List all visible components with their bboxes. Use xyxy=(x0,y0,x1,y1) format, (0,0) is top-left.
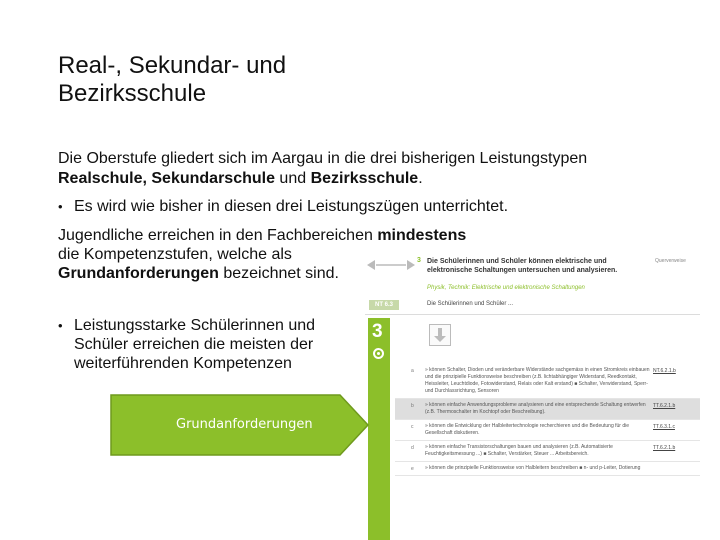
intro-conjunction: und xyxy=(274,170,311,187)
bullet-dot: • xyxy=(58,199,63,214)
grundanforderungen-arrow xyxy=(110,394,370,456)
competence-text-c: die Kompetenzstufen, welche als xyxy=(58,246,292,263)
nav-line xyxy=(376,264,406,266)
row-letter: e xyxy=(411,466,414,472)
list-item xyxy=(395,462,700,476)
bullet-dot: • xyxy=(58,318,63,333)
list-item xyxy=(395,420,700,441)
row-text: » können einfache Transistorschaltungen bauen und analysieren (z.B. Automatisierte Feuchtigkeitsmessung ...) ■ Schalter, Verstärker, Steuer ... Arbeitsbereich. xyxy=(425,444,613,457)
intro-period: . xyxy=(418,170,423,187)
list-item xyxy=(395,441,700,462)
target-icon xyxy=(373,348,384,359)
intro-bold-bezirk: Bezirksschule xyxy=(310,170,419,187)
intro-paragraph xyxy=(58,149,678,189)
row-letter: b xyxy=(411,403,414,409)
code-tag: NT 6.3 xyxy=(369,300,399,310)
bullet-text-2: Leistungsstarke Schülerinnen und Schüler erreichen die meisten der weiterführenden Kompetenzen xyxy=(74,317,316,372)
intro-text: Die Oberstufe gliedert sich im Aargau in die drei bisherigen Leistungstypen xyxy=(58,150,588,167)
row-text: » können die Entwicklung der Halbleitertechnologie recherchieren und die Bedeutung für die Gesellschaft diskutieren. xyxy=(425,423,630,436)
curriculum-excerpt-image xyxy=(365,248,700,540)
list-item xyxy=(395,364,700,399)
row-code-link[interactable]: TT.6.2.1.b xyxy=(653,445,676,451)
intro-bold-types: Realschule, Sekundarschule xyxy=(58,170,275,187)
triangle-left-icon xyxy=(367,260,375,270)
row-text: » können Schalter, Dioden und veränderbare Widerstände sachgemäss in einen Stromkreis einbauen und die prinzipielle Funktionsweise beschreiben (z.B. lichtabhängiger Widerstand, Reedkontakt, Heissleiter, Leuchtdiode, Fotowiderstand, Relais oder Kalt erstand) ■ Schalter, Verwiderstand, Sperr- und Durchlassrichtung, Sensoren xyxy=(425,367,650,394)
arrow-down-icon xyxy=(429,324,451,346)
cross-reference-label: Querverweise xyxy=(655,258,686,264)
slide-title: Real-, Sekundar- und Bezirksschule xyxy=(58,52,287,107)
row-letter: a xyxy=(411,368,414,374)
divider xyxy=(365,314,700,315)
bullet-item-1 xyxy=(58,197,678,216)
nav-arrows xyxy=(367,258,415,272)
students-lead-in: Die Schülerinnen und Schüler ... xyxy=(427,301,514,307)
bullet-item-2 xyxy=(58,316,358,373)
competence-text-e: bezeichnet sind. xyxy=(218,265,339,282)
competence-bold-grund: Grundanforderungen xyxy=(58,265,219,282)
row-code-link[interactable]: NT.6.2.1.b xyxy=(653,368,676,374)
row-text: » können einfache Anwendungsprobleme analysieren und eine entsprechende Schaltung entwerfen (z.B. Thermoschalter im Kochtopf oder Beschreibung). xyxy=(425,402,646,415)
competence-title: Die Schülerinnen und Schüler können elektrische und elektronische Schaltungen untersuchen und analysieren. xyxy=(427,258,618,274)
level-number: 3 xyxy=(372,321,383,342)
subject-label: Physik, Technik: Elektrische und elektronische Schaltungen xyxy=(427,285,585,291)
row-code-link[interactable]: TT.6.3.1.c xyxy=(653,424,675,430)
arrow-label: Grundanforderungen xyxy=(176,417,313,432)
row-text: » können die prinzipielle Funktionsweise von Halbleitern beschreiben ■ n- und p-Leiter, Dotierung xyxy=(425,465,641,471)
competence-text-a: Jugendliche erreichen in den Fachbereichen xyxy=(58,227,378,244)
list-item xyxy=(395,399,700,420)
row-letter: d xyxy=(411,445,414,451)
triangle-right-icon xyxy=(407,260,415,270)
row-letter: c xyxy=(411,424,414,430)
bullet-text-1: Es wird wie bisher in diesen drei Leistungszügen unterrichtet. xyxy=(74,198,509,215)
competence-bold-mindestens: mindestens xyxy=(377,227,467,244)
competence-number: 3 xyxy=(417,257,421,264)
row-code-link[interactable]: TT.6.2.1.b xyxy=(653,403,676,409)
competence-rows xyxy=(395,364,700,476)
